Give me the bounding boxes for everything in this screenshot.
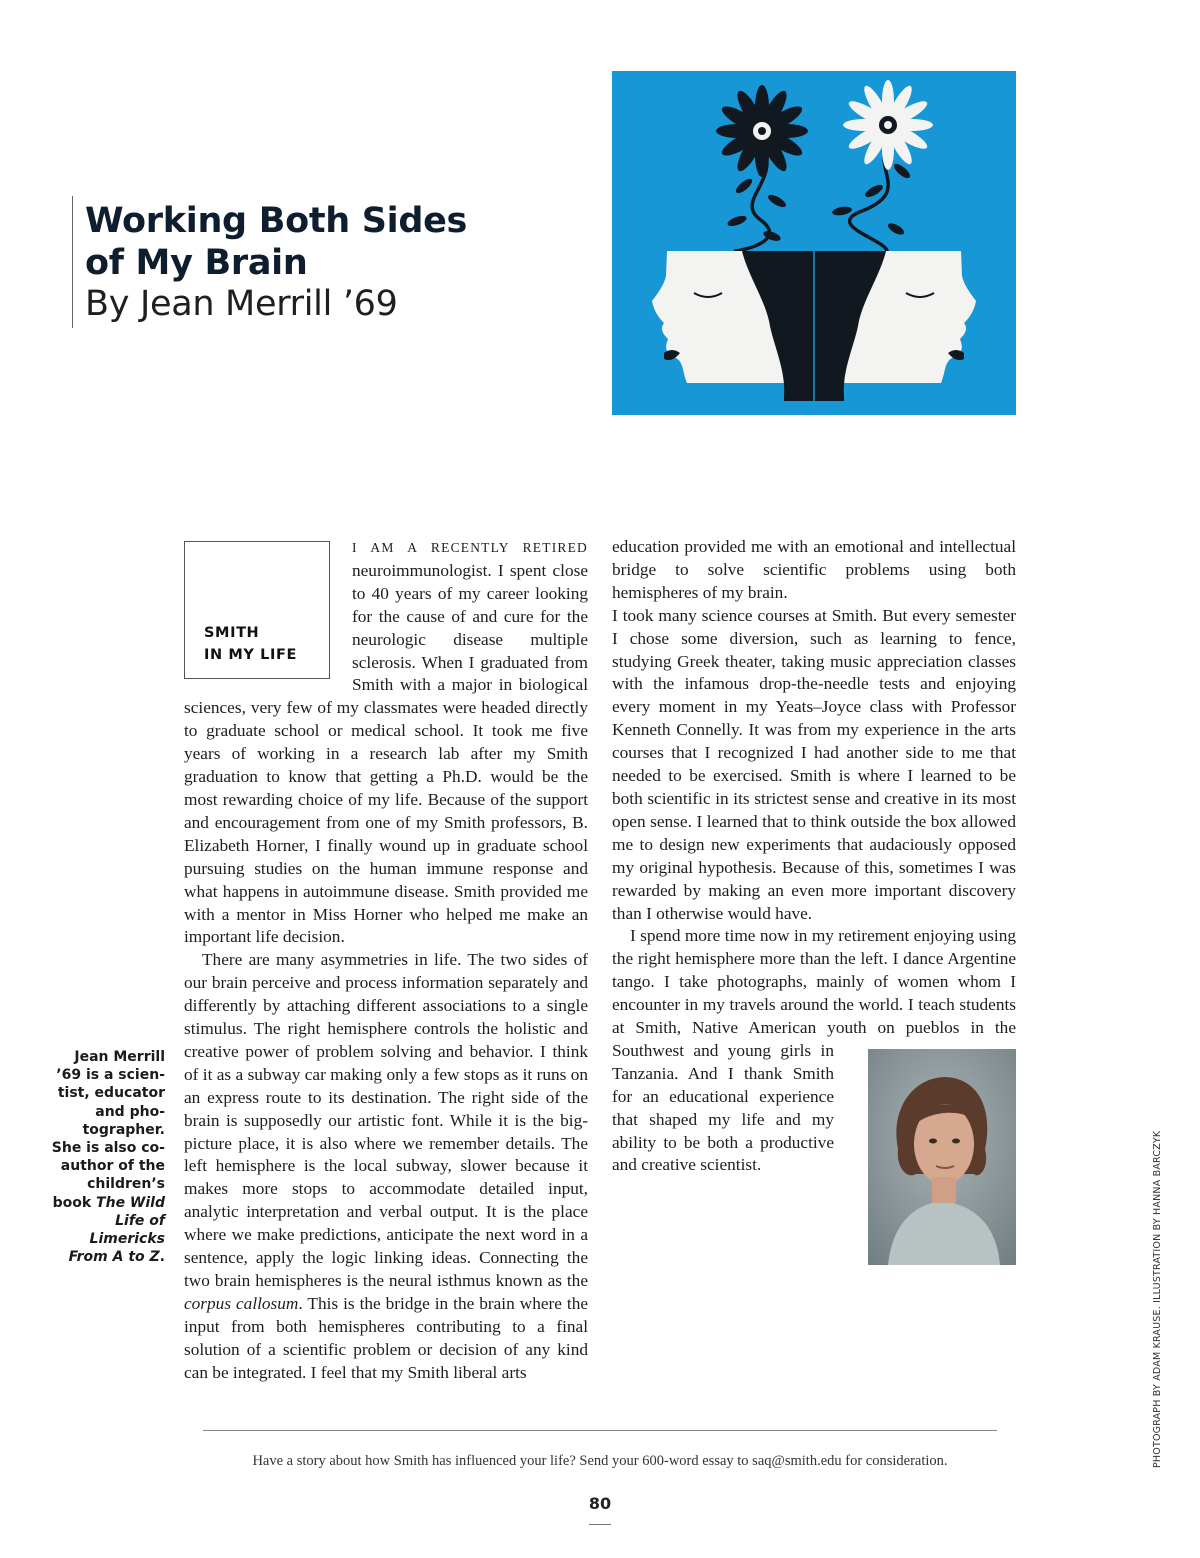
article-byline: By Jean Merrill ’69 xyxy=(85,284,398,324)
page-number: 80 xyxy=(588,1494,612,1513)
section-label-box xyxy=(184,541,330,679)
caption-text: Jean Merrill ’69 is a scientist, educator and photographer. She is also co-author of the children’s book xyxy=(51,1049,165,1211)
body-paragraph-2-start: There are many asymmetries in life. The two sides of our brain perceive and process information separately and differently by attaching different associations to a single stimulus. The right hemisphere controls the holistic and creative power of problem solving and behavior. I think of it as a subway car making only a few stops as it runs on an express route to its destination. The right side of the brain is supposedly our artistic font. While it is the big-picture place, it is also where we remember details. The left hemisphere is the local subway, slower because it makes more stops to accommodate detailed input, analytic interpretation and verbal output. It is the place where we make predictions, anticipate the next word in a sentence, apply the logic linking ideas. Connecting the two brain hemispheres is the neural isthmus known as the xyxy=(184,950,588,1290)
corpus-callosum-term: corpus callosum xyxy=(184,1293,299,1313)
body-paragraph-3-text: I took many science courses at Smith. But every semester I chose some diversion, such as learning to fence, studying Greek theater, taking music appreciation classes with the infamous drop-the-needle tests and enjoying every moment in my Yeats–Joyce class with Professor Kenneth Connelly. It was from my experience in the arts courses that I recognized I had another side to me that needed to be exercised. Smith is where I learned to be both scientific in its strictest sense and creative in its most open sense. I learned that to think outside the box allowed me to design new experiments that audaciously opposed my original hypothesis. Because of this, sometimes I was rewarded by making an even more important discovery than I otherwise would have. xyxy=(612,605,1016,923)
body-paragraph-2-continued: education provided me with an emotional and intellectual bridge to solve scientific problems using both hemispheres of my brain. xyxy=(612,537,1016,602)
section-label-line-2: IN MY LIFE xyxy=(204,647,297,663)
body-paragraph-3 xyxy=(612,605,1016,926)
two-faces-illustration xyxy=(612,71,1016,415)
footer-divider xyxy=(203,1430,997,1431)
body-paragraph-2 xyxy=(184,949,588,1384)
section-label-line-1: SMITH xyxy=(204,625,260,641)
footer-note: Have a story about how Smith has influenced your life? Send your 600-word essay to saq@smith.edu for consideration. xyxy=(252,1453,948,1469)
caption-end: . xyxy=(159,1249,165,1266)
headline-line-1: Working Both Sides xyxy=(85,201,468,241)
article-headline xyxy=(85,200,505,284)
author-photo xyxy=(868,1049,1016,1265)
body-paragraph-1-text: neuroimmunologist. I spent close to 40 years of my career looking for the cause of and cure for the neurologic disease multiple sclerosis. When I graduated from Smith with a major in biological sciences, very few of my classmates were headed directly to graduate school or medical school. It took me five years of working in a research lab after my Smith graduation to know that getting a Ph.D. would be the most rewarding choice of my life. Because of the support and encouragement from one of my Smith professors, B. Elizabeth Horner, I finally wound up in graduate school pursuing studies on the human immune response and what happens in autoimmune disease. Smith provided me with a mentor in Miss Horner who helped me make an important life decision. xyxy=(184,560,588,947)
author-neck xyxy=(932,1177,956,1203)
caption-book-title: The Wild Life of Limericks From A to Z xyxy=(68,1194,165,1266)
page-number-rule xyxy=(589,1524,611,1525)
body-paragraph-4: I spend more time now in my retirement enjoying using the right hemisphere more than the left. I dance Argentine tango. I take photographs, mainly of women whom I encounter in my travels around the world. I teach students at Smith, Native American youth on pueblos in the Southwest and young girls in Tanzania. And I thank Smith for an educational experience that shaped my life and my ability to be both a productive and creative scientist. xyxy=(612,926,1016,1175)
title-block xyxy=(72,196,505,328)
section-label xyxy=(204,622,324,666)
article-column-left xyxy=(184,536,588,1385)
author-caption xyxy=(50,1048,165,1266)
photo-illustration-credit: PHOTOGRAPH BY ADAM KRAUSE. ILLUSTRATION BY HANNA BARCZYK xyxy=(1152,1130,1163,1468)
body-paragraph-2-end-left: . This is the bridge in the brain where the input from both hemispheres contributing to a final solution of a scientific problem or decision of any kind can be integrated. I feel that my Smith liberal arts xyxy=(184,1293,589,1382)
lead-in: I AM A RECENTLY RETIRED xyxy=(352,540,588,555)
headline-line-2: of My Brain xyxy=(85,243,308,283)
